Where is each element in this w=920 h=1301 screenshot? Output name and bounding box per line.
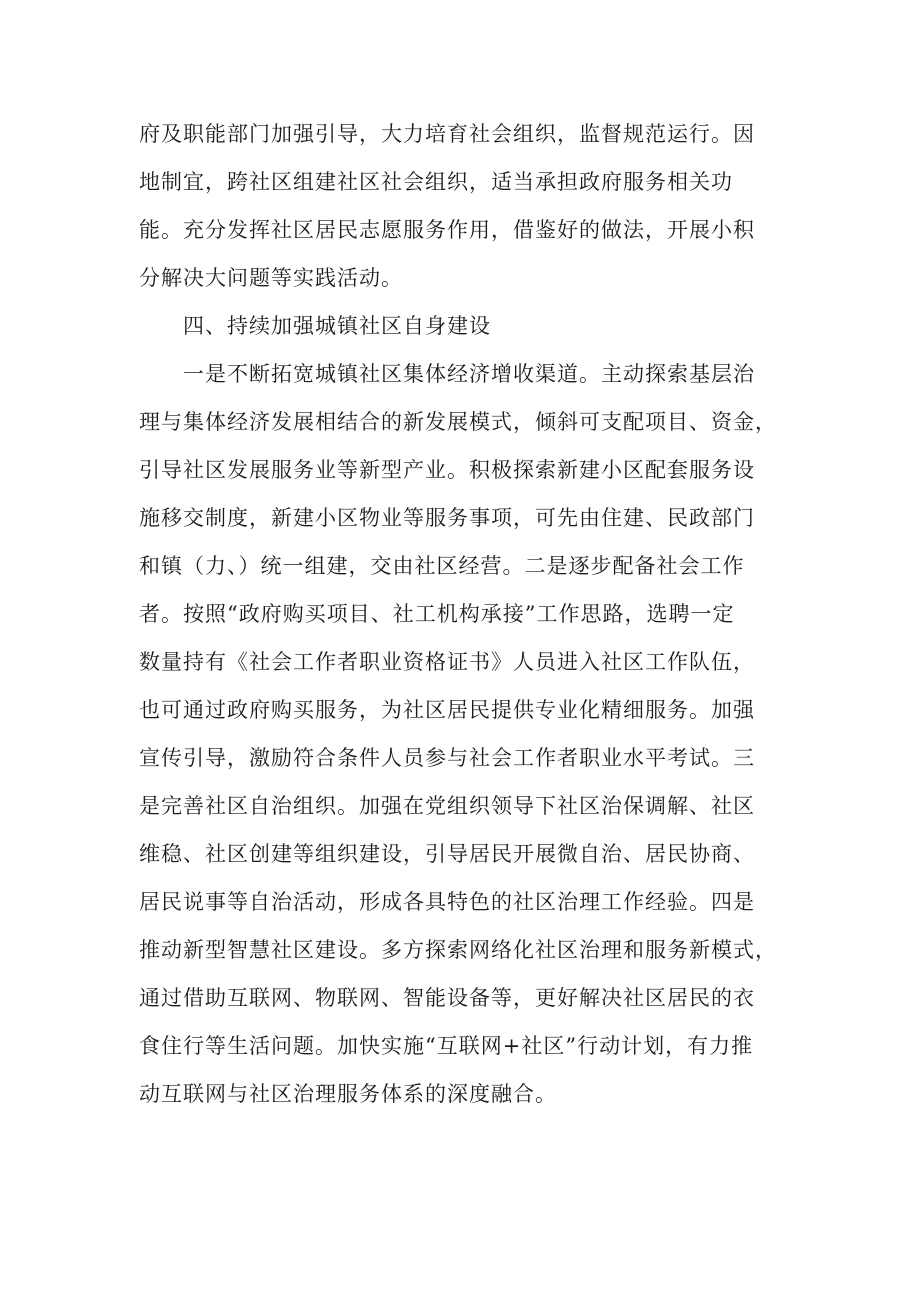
body-line: 居民说事等自治活动，形成各具特色的社区治理工作经验。四是 <box>139 890 755 914</box>
body-line: 通过借助互联网、物联网、智能设备等，更好解决社区居民的衣 <box>139 986 755 1010</box>
body-line: 地制宜，跨社区组建社区社会组织，适当承担政府服务相关功 <box>139 170 733 194</box>
document-body <box>139 110 799 1118</box>
body-line: 分解决大问题等实践活动。 <box>139 266 403 290</box>
section-heading: 四、持续加强城镇社区自身建设 <box>183 314 491 338</box>
body-line: 一是不断拓宽城镇社区集体经济增收渠道。主动探索基层治 <box>183 362 755 386</box>
body-line: 推动新型智慧社区建设。多方探索网络化社区治理和服务新模式， <box>139 938 777 962</box>
body-line: 府及职能部门加强引导，大力培育社会组织，监督规范运行。因 <box>139 122 755 146</box>
body-line: 能。充分发挥社区居民志愿服务作用，借鉴好的做法，开展小积 <box>139 218 755 242</box>
body-line: 也可通过政府购买服务，为社区居民提供专业化精细服务。加强 <box>139 698 755 722</box>
body-line: 施移交制度，新建小区物业等服务事项，可先由住建、民政部门 <box>139 506 755 530</box>
body-line: 是完善社区自治组织。加强在党组织领导下社区治保调解、社区 <box>139 794 755 818</box>
body-line: 和镇（力、）统一组建，交由社区经营。二是逐步配备社会工作 <box>139 554 745 578</box>
body-line: 动互联网与社区治理服务体系的深度融合。 <box>139 1082 557 1106</box>
body-line: 宣传引导，激励符合条件人员参与社会工作者职业水平考试。三 <box>139 746 755 770</box>
body-line: 维稳、社区创建等组织建设，引导居民开展微自治、居民协商、 <box>139 842 755 866</box>
body-line: 食住行等生活问题。加快实施“互联网+社区”行动计划，有力推 <box>139 1034 754 1058</box>
body-line: 理与集体经济发展相结合的新发展模式，倾斜可支配项目、资金， <box>139 410 777 434</box>
body-line: 引导社区发展服务业等新型产业。积极探索新建小区配套服务设 <box>139 458 755 482</box>
body-line: 数量持有《社会工作者职业资格证书》人员进入社区工作队伍， <box>139 650 755 674</box>
body-line: 者。按照“政府购买项目、社工机构承接”工作思路，选聘一定 <box>139 602 735 626</box>
